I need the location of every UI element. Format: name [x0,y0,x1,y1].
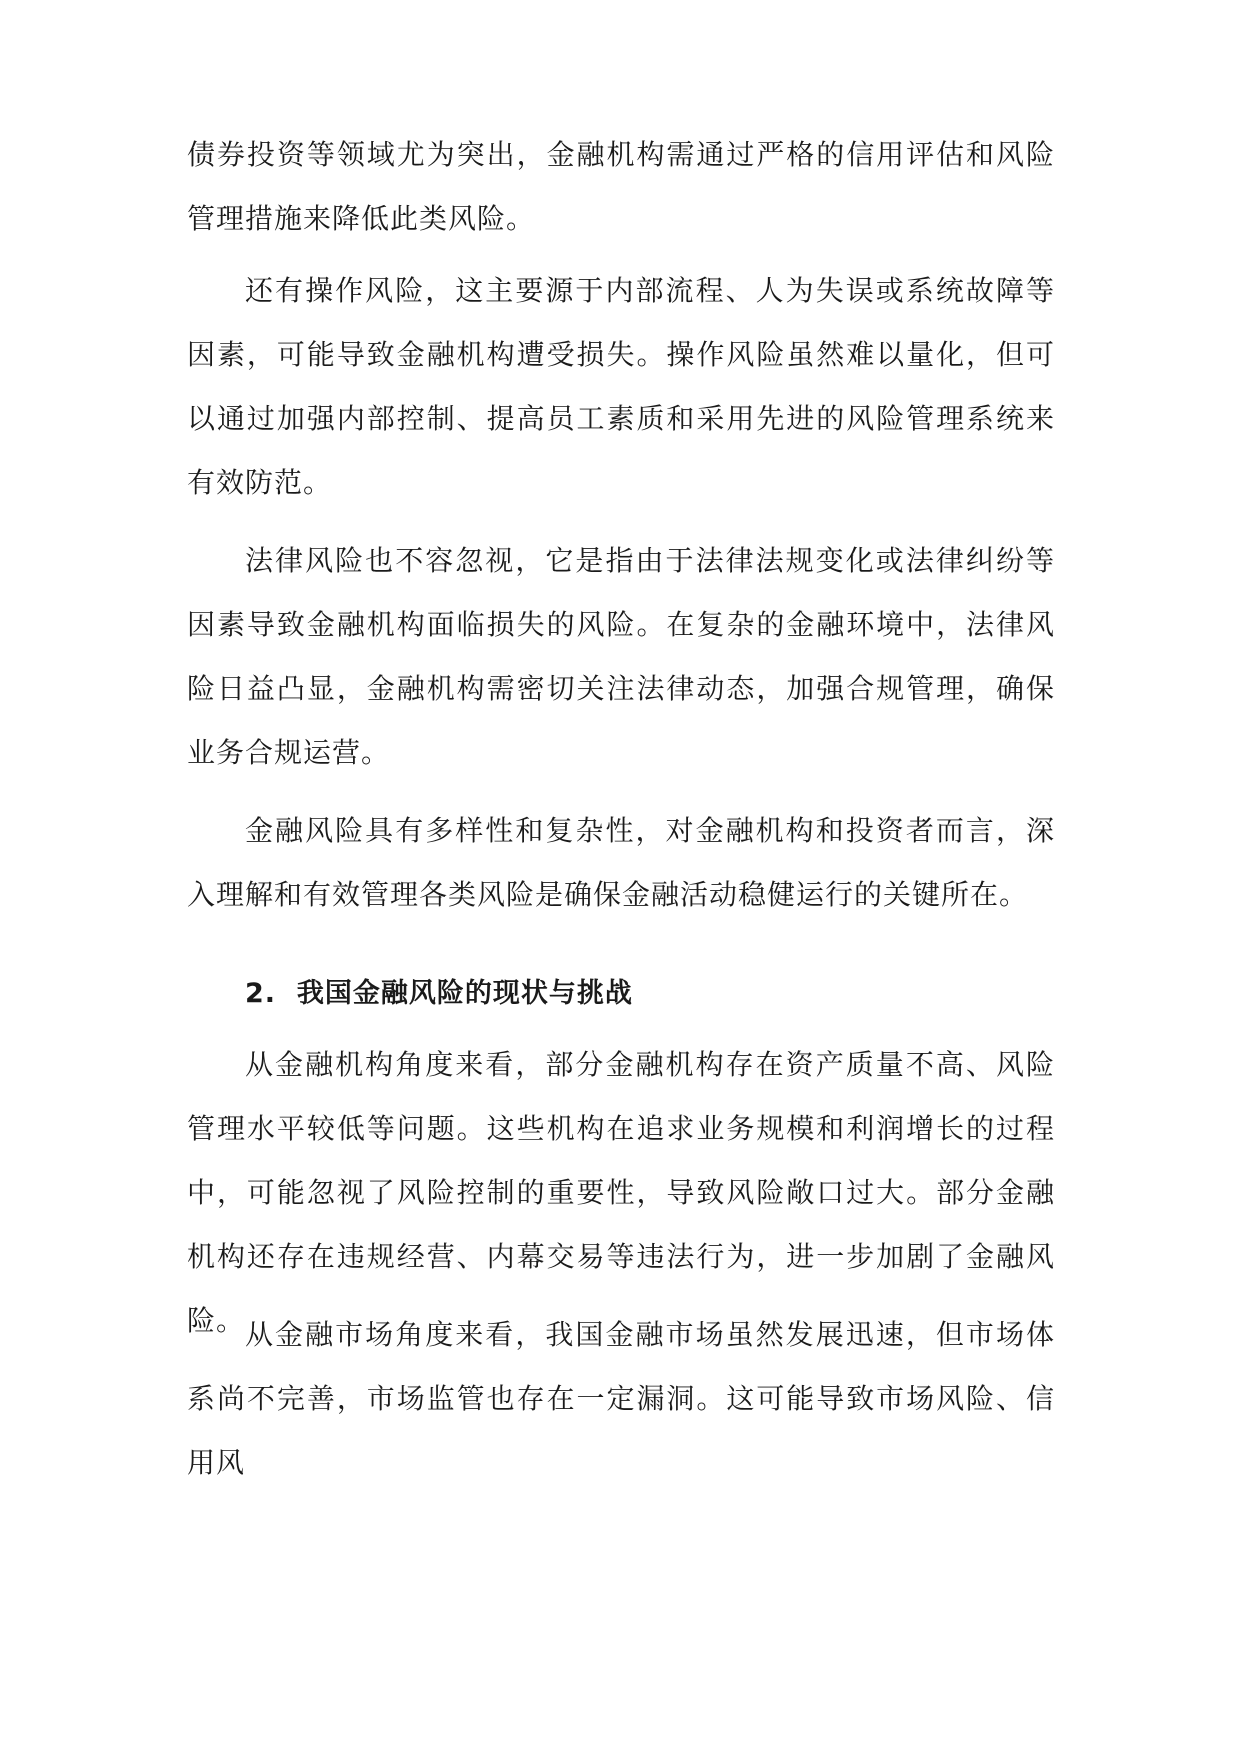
paragraph-operational-risk: 还有操作风险，这主要源于内部流程、人为失误或系统故障等因素，可能导致金融机构遭受损失。操作风险虽然难以量化，但可以通过加强内部控制、提高员工素质和采用先进的风险管理系统来有效防范。 [187,274,1055,499]
paragraph-credit-risk-continuation: 债券投资等领域尤为突出，金融机构需通过严格的信用评估和风险管理措施来降低此类风险。 [187,138,1055,235]
paragraph-legal-risk: 法律风险也不容忽视，它是指由于法律法规变化或法律纠纷等因素导致金融机构面临损失的风险。在复杂的金融环境中，法律风险日益凸显，金融机构需密切关注法律动态，加强合规管理，确保业务合规运营。 [187,544,1055,769]
section-heading: 2. 我国金融风险的现状与挑战 [245,978,633,1009]
paragraph-financial-markets: 从金融市场角度来看，我国金融市场虽然发展迅速，但市场体系尚不完善，市场监管也存在一定漏洞。这可能导致市场风险、信用风 [187,1318,1055,1479]
paragraph-risk-summary: 金融风险具有多样性和复杂性，对金融机构和投资者而言，深入理解和有效管理各类风险是确保金融活动稳健运行的关键所在。 [187,814,1055,911]
paragraph-financial-institutions: 从金融机构角度来看，部分金融机构存在资产质量不高、风险管理水平较低等问题。这些机构在追求业务规模和利润增长的过程中，可能忽视了风险控制的重要性，导致风险敞口过大。部分金融机构还存在违规经营、内幕交易等违法行为，进一步加剧了金融风险。 [187,1048,1055,1337]
